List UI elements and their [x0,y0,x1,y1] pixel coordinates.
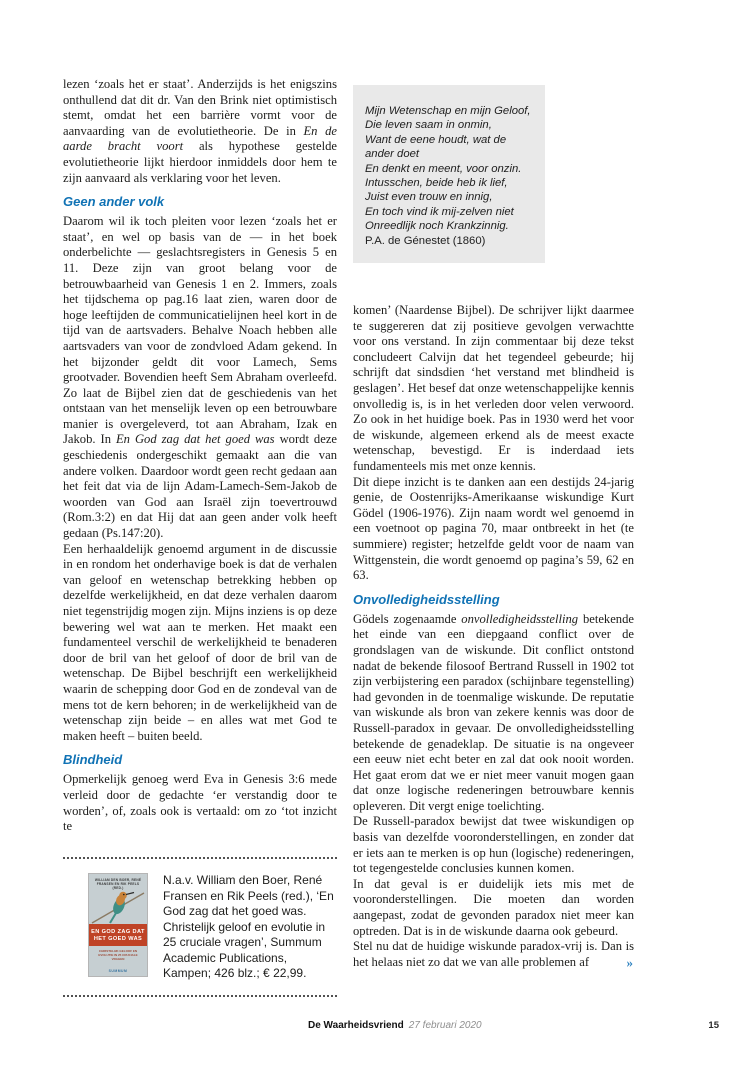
body-paragraph: Opmerkelijk genoeg werd Eva in Genesis 3:6 mede verleid door de gedachte ‘er verstandig door te worden’, of, zoals ook is vertaald: om zo ‘tot inzicht te [63,772,337,834]
issue-date: 27 februari 2020 [408,1020,482,1031]
book-cover-subtitle: CHRISTELIJK GELOOF EN EVOLUTIE IN 25 CRUCIALE VRAGEN [98,949,138,961]
left-column [63,77,337,856]
body-paragraph: Stel nu dat de huidige wiskunde paradox-vrij is. Dan is het helaas niet zo dat we van alle problemen af [353,939,634,969]
book-cover-title: EN GOD ZAG DAT HET GOED WAS [89,924,147,946]
poem-line: Intusschen, beide heb ik lief, [365,177,508,190]
right-column-text [353,303,634,970]
page-footer [308,1020,482,1032]
poem-attribution: P.A. de Génestet (1860) [365,234,486,247]
body-paragraph: lezen ‘zoals het er staat’. Anderzijds is het enigszins onthullend dat dit dr. Van den Brink niet optimistisch stemt, omdat het een barrière vormt voor de aanvaarding van de evolutietheorie. De in En de aarde bracht voort als hypothese gestelde evolutietheorie lijkt hierdoor inmiddels door hem te zijn aanvaard als verklaring voor het leven. [63,77,337,185]
book-citation-text: N.a.v. William den Boer, René Fransen en Rik Peels (red.), ‘En God zag dat het goed was. Christelijk geloof en evolutie in 25 cruciale vragen’, Summum Academic Publications, Kampen; 426 blz.; € 22,99. [163,873,334,980]
body-paragraph: komen’ (Naardense Bijbel). De schrijver lijkt daarmee te suggereren dat zij positieve gevolgen verwachtte voor ons verstand. In zijn commentaar bij deze tekst concludeert Calvijn dat het tegendeel gebeurde; hij schrijft dat sindsdien ‘het verstand met blindheid is geslagen’. Het besef dat onze wetenschappelijke kennis onvolledig is, is in het verleden door velen verwoord. Zo ook in het huidige boek. Pas in 1930 werd het voor de wiskunde, algemeen erkend als de meest exacte wetenschap, bevestigd. Er is inderdaad iets fundamenteels mis met onze kennis. [353,303,634,473]
poem-box [353,85,545,263]
left-column-text [63,77,337,856]
page-number: 15 [708,1020,719,1031]
poem-line: Want de eene houdt, wat de ander doet [365,133,507,161]
section-heading: Geen ander volk [63,194,165,210]
body-paragraph: De Russell-paradox bewijst dat twee wiskundigen op basis van dezelfde vooronderstellingen, en zonder dat er iets aan te merken is op hun (logische) redeneringen, tot tegengestelde conclusies kunnen komen. [353,814,634,876]
book-cover-thumbnail [88,873,148,977]
poem-line: Onreedlijk noch Krankzinnig. [365,220,509,233]
poem-lines [365,104,533,234]
body-paragraph: Dit diepe inzicht is te danken aan een destijds 24-jarig genie, de Oostenrijks-Amerikaanse wiskundige Kurt Gödel (1906-1976). Zijn naam wordt wel genoemd in een voetnoot op pagina 70, maar ontbreekt in het (te summiere) register; hetzelfde geldt voor de naam van Wittgenstein, die wordt genoemd op pagina’s 59, 62 en 63. [353,474,634,583]
continuation-mark: » [626,954,633,970]
dotted-divider [63,995,337,997]
poem-line: En denkt en meent, voor onzin. [365,162,522,175]
section-heading: Blindheid [63,752,123,768]
book-cover-authors: WILLIAM DEN BOER, RENÉ FRANSEN EN RIK PEELS (RED.) [94,878,142,890]
poem-line: Juist even trouw en innig, [365,191,493,204]
poem-line: Die leven saam in onmin, [365,119,492,132]
section-heading: Onvolledigheidsstelling [353,591,500,607]
book-cover-publisher: SUMMUM [108,969,128,973]
dotted-divider [63,857,337,859]
body-paragraph: Een herhaaldelijk genoemd argument in de discussie in en rondom het onderhavige boek is dat de verhalen van geloof en wetenschap betrekking hebben op dezelfde werkelijkheid, en dat deze verhalen daarom niet tegenstrijdig mogen zijn. Mijns inziens is op deze bewering wel wat aan te merken. Het maakt een fundamenteel verschil de werkelijkheid te benaderen door de bril van het geloof of door de bril van de wetenschap. De Bijbel beschrijft een werkelijkheid waarin de schepping door God en de zondeval van de mens tot de kern behoren; in de werkelijkheid van de wetenschap zijn beide – en alles wat met God te maken heeft – buiten beeld. [63,541,337,743]
body-paragraph: Daarom wil ik toch pleiten voor lezen ‘zoals het er staat’, en wel op basis van de — in het boek onderbelichte — geslachtsregisters in Genesis 5 en 11. Deze zijn van groot belang voor de betrouwbaarheid van Genesis 1 en 2. Immers, zoals het tijdschema op pag.16 laat zien, waren door de hoge leeftijden de communicatielijnen heel kort in de tijd van de aartsvaders. Behalve Noach hebben alle aartsvaders van voor de zondvloed Adam gekend. In het bijzonder geldt dit voor Lamech, Sems grootvader. Bovendien heeft Sem Abraham overleefd. Zo laat de Bijbel zien dat de geschiedenis van het ontstaan van het menselijk leven op een betrouwbare manier is overgeleverd, tot aan Abraham, Izak en Jakob. In En God zag dat het goed was wordt deze geschiedenis ondergeschikt gemaakt aan die van andere volken. Daardoor wordt geen recht gedaan aan het feit dat via de lijn Adam-Lamech-Sem-Jakob de woorden van God aan Israël zijn toevertrouwd (Rom.3:2) en dat Hij dat aan geen ander volk heeft gedaan (Ps.147:20). [63,214,337,541]
poem-line: Mijn Wetenschap en mijn Geloof, [365,105,531,117]
poem-line: En toch vind ik mij-zelven niet [365,205,514,218]
book-ad [88,873,337,982]
body-paragraph: Gödels zogenaamde onvolledigheidsstelling betekende het einde van een diepgaand conflict over de grondslagen van de wiskunde. Dit conflict ontstond nadat de bekende filosoof Bertrand Russell in 1902 tot zijn verbijstering een paradox (schijnbare tegenstelling) had gevonden in de toenmalige wiskunde. De reputatie van wiskunde als bron van zekere kennis was door de Russell-paradox in gevaar. De onvolledigheidsstelling betekende de genadeklap. De situatie is na ongeveer een eeuw niet echt beter en zal dat ook nooit worden. Het gaat erom dat we er niet meer vanuit mogen gaan dat onze logische redeneringen betrouwbare kennis opleveren. Dit vergt enige toelichting. [353,611,634,813]
book-ad-section [63,857,337,997]
body-paragraph: In dat geval is er duidelijk iets mis met de vooronderstellingen. Die moeten dan worden aangepast, zodat de gevonden paradox niet meer kan optreden. Dat is in de wiskunde daarna ook gebeurd. [353,876,634,938]
right-column [353,85,634,970]
magazine-title: De Waarheidsvriend [308,1020,404,1031]
